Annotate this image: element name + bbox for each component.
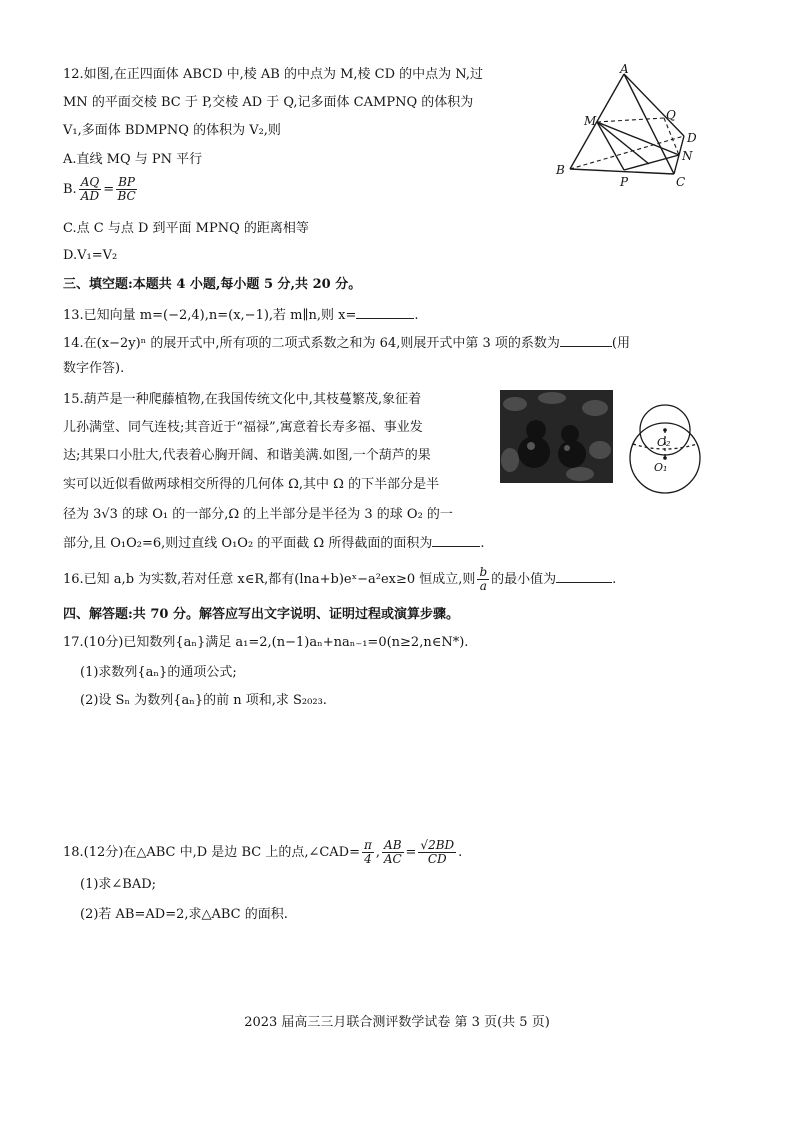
q12-line-1: 12.如图,在正四面体 ABCD 中,棱 AB 的中点为 M,棱 CD 的中点为 N,过: [63, 67, 483, 82]
q12-option-b-equals: =: [103, 182, 115, 197]
q16: [63, 566, 616, 593]
label-p: P: [620, 175, 629, 189]
gourd-photo: [500, 390, 613, 483]
q12-option-b-prefix: B.: [63, 182, 77, 197]
fraction-numerator: AQ: [80, 175, 100, 189]
q18-part-2: (2)若 AB=AD=2,求△ABC 的面积.: [80, 907, 288, 922]
label-a: A: [620, 62, 629, 76]
q16-text: 16.已知 a,b 为实数,若对任意 x∈R,都有(lna+b)eˣ−a²ex≥0 恒成立,则: [63, 572, 476, 587]
q12-option-a: A.直线 MQ 与 PN 平行: [63, 152, 203, 167]
q14-text: 14.在(x−2y)ⁿ 的展开式中,所有项的二项式系数之和为 64,则展开式中第 3 项的系数为: [63, 336, 560, 351]
q15-answer-blank[interactable]: [432, 534, 480, 547]
fraction-denominator: AC: [383, 852, 402, 866]
label-m: M: [584, 114, 597, 128]
q13-answer-blank[interactable]: [356, 306, 414, 319]
q14: [63, 334, 630, 353]
tetrahedron-figure: [552, 62, 702, 192]
section-4-heading: 四、解答题:共 70 分。解答应写出文字说明、证明过程或演算步骤。: [63, 607, 459, 622]
q12-option-b-right-fraction: [116, 176, 137, 203]
q15-line-4: 实可以近似看做两球相交所得的几何体 Ω,其中 Ω 的下半部分是半: [63, 477, 440, 492]
label-d: D: [687, 131, 697, 145]
label-b: B: [556, 163, 565, 177]
q16-answer-blank[interactable]: [556, 570, 612, 583]
fraction-denominator: 4: [364, 852, 372, 866]
q13-end: .: [414, 308, 419, 323]
q15-line-3: 达;其果口小肚大,代表着心胸开阔、和谐美满.如图,一个葫芦的果: [63, 448, 431, 463]
q15-line-6-text: 部分,且 O₁O₂=6,则过直线 O₁O₂ 的平面截 Ω 所得截面的面积为: [63, 536, 433, 551]
q16-tail: 的最小值为: [491, 572, 557, 587]
page-footer: 2023 届高三三月联合测评数学试卷 第 3 页(共 5 页): [244, 1015, 550, 1030]
gourd-photo-drawing: [500, 390, 613, 483]
q18-angle-fraction: [362, 839, 374, 866]
fraction-denominator: BC: [117, 189, 136, 203]
q18-stem: [63, 838, 462, 868]
q14-answer-blank[interactable]: [560, 334, 612, 347]
fraction-denominator: a: [479, 579, 487, 593]
q15-line-5: 径为 3√3 的球 O₁ 的一部分,Ω 的上半部分是半径为 3 的球 O₂ 的一: [63, 507, 453, 522]
q12-option-b: [63, 176, 139, 203]
q18-part-1: (1)求∠BAD;: [80, 877, 157, 892]
q17-part-2: (2)设 Sₙ 为数列{aₙ}的前 n 项和,求 S₂₀₂₃.: [80, 693, 327, 708]
q16-end: .: [612, 572, 617, 587]
q15-line-1: 15.葫芦是一种爬藤植物,在我国传统文化中,其枝蔓繁茂,象征着: [63, 392, 422, 407]
label-q: Q: [666, 108, 676, 122]
q17-stem: 17.(10分)已知数列{aₙ}满足 a₁=2,(n−1)aₙ+naₙ₋₁=0(n≥2,n∈N*).: [63, 635, 469, 650]
q16-fraction: [477, 566, 489, 593]
q12-line-3: V₁,多面体 BDMPNQ 的体积为 V₂,则: [63, 123, 281, 138]
q15-line-2: 儿孙满堂、同气连枝;其音近于“福禄”,寓意着长寿多福、事业发: [63, 420, 423, 435]
q18-ratio-right-fraction: [418, 839, 456, 866]
q18-ratio-left-fraction: [382, 839, 403, 866]
q18-ratio-equals: =: [405, 845, 417, 860]
label-c: C: [676, 175, 686, 189]
q18-stem-text: 18.(12分)在△ABC 中,D 是边 BC 上的点,∠CAD=: [63, 845, 360, 860]
q18-end: .: [458, 845, 463, 860]
q14-line-2: 数字作答).: [63, 361, 125, 376]
label-n: N: [682, 149, 693, 163]
fraction-numerator: BP: [118, 175, 136, 189]
fraction-denominator: CD: [427, 852, 447, 866]
section-3-heading: 三、填空题:本题共 4 小题,每小题 5 分,共 20 分。: [63, 277, 362, 292]
fraction-denominator: AD: [80, 189, 100, 203]
label-o2: O₂: [657, 436, 671, 449]
q13-text: 13.已知向量 m=(−2,4),n=(x,−1),若 m∥n,则 x=: [63, 308, 357, 323]
label-o1: O₁: [654, 461, 668, 474]
q15-end: .: [480, 536, 485, 551]
fraction-numerator: π: [364, 838, 372, 852]
q14-tail: (用: [611, 336, 630, 351]
fraction-numerator: AB: [384, 838, 402, 852]
q17-part-1: (1)求数列{aₙ}的通项公式;: [80, 665, 237, 680]
q12-option-c: C.点 C 与点 D 到平面 MPNQ 的距离相等: [63, 221, 309, 236]
intersecting-spheres-figure: [620, 398, 710, 498]
q15-line-6: [63, 534, 485, 553]
q12-option-d: D.V₁=V₂: [63, 248, 118, 263]
fraction-numerator: √2BD: [420, 838, 455, 852]
q12-line-2: MN 的平面交棱 BC 于 P,交棱 AD 于 Q,记多面体 CAMPNQ 的体积为: [63, 95, 474, 110]
q13: [63, 306, 419, 325]
q18-separator: ,: [375, 845, 381, 860]
q12-option-b-left-fraction: [79, 176, 102, 203]
fraction-numerator: b: [479, 565, 488, 579]
